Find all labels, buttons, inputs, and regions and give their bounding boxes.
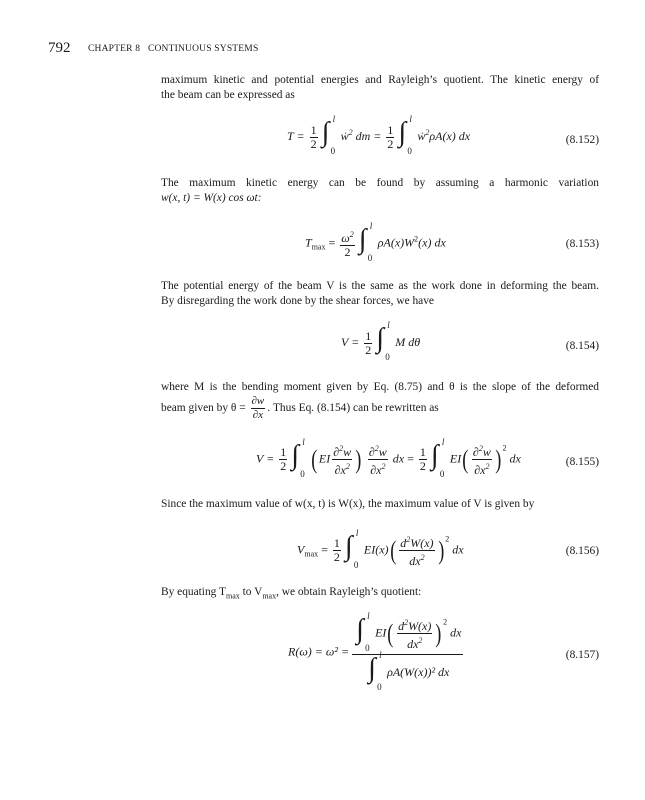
chapter-title: CONTINUOUS SYSTEMS bbox=[147, 44, 259, 54]
equation-number: (8.155) bbox=[565, 456, 599, 468]
equation-8-157: R(ω) = ω² = ∫ l 0 EI( $\frac{d^2W(x)}{dx^2}$ )$^2$ dx ∫ l 0 ρA(W(x))² dx bbox=[288, 610, 462, 692]
paragraph-3: The potential energy of the beam V is the same as the work done in deforming the beam. By disregarding the work done by the shear forces, we have bbox=[161, 280, 599, 307]
equation-number: (8.153) bbox=[565, 238, 599, 250]
page-number: 792 bbox=[48, 40, 71, 56]
equation-8-156: $V_{max}$ = $\frac{1}{2}$ ∫ l 0 EI(x)( $\frac{d^2W(x)}{dx^2}$ )$^2$ dx bbox=[297, 527, 464, 570]
running-header bbox=[88, 44, 258, 54]
equation-number: (8.156) bbox=[565, 545, 599, 557]
equation-8-155: V = $\frac{1}{2}$ ∫ l 0 (EI $\frac{\partial^2w}{\partial x^2}$ ) $\frac{\partial^2w}{\partial x^2}$ dx = $\frac{1}{2}$ ∫ l 0 EI( $\frac{\partial^2w}{\partial x^2}$ )$^2$ dx bbox=[256, 436, 521, 479]
paragraph-1: maximum kinetic and potential energies and Rayleigh’s quotient. The kinetic energy of the beam can be expressed as bbox=[161, 74, 599, 101]
equation-8-153: $T_{max}$ = $\frac{\omega^2}{2}$ ∫ l 0 $\rho A(x)W^2(x)$ dx bbox=[305, 220, 446, 263]
equation-number: (8.154) bbox=[565, 340, 599, 352]
paragraph-4: where M is the bending moment given by Eq. (8.75) and θ is the slope of the deformed beam given by θ = $\frac{\partial w}{\partial x}$ . Thus Eq. (8.154) can be rewritten as bbox=[161, 381, 599, 421]
chapter-label: CHAPTER 8 bbox=[88, 44, 141, 54]
equation-8-154: V = $\frac{1}{2}$ ∫ l 0 M dθ bbox=[341, 320, 421, 362]
equation-number: (8.152) bbox=[565, 134, 599, 146]
paragraph-6: By equating $T_{max}$ to $V_{max}$, we obtain Rayleigh’s quotient: bbox=[161, 586, 422, 601]
paragraph-5: Since the maximum value of w(x, t) is W(x), the maximum value of V is given by bbox=[161, 498, 535, 510]
paragraph-2: The maximum kinetic energy can be found by assuming a harmonic variation w(x, t) = W(x) cos ωt: bbox=[161, 177, 599, 204]
equation-8-152: T = $\frac{1}{2}$ ∫ l 0 ẇ$^2$ dm = $\frac{1}{2}$ ∫ l 0 ẇ$^2$ρA(x) dx bbox=[287, 114, 471, 156]
equation-number: (8.157) bbox=[565, 649, 599, 661]
